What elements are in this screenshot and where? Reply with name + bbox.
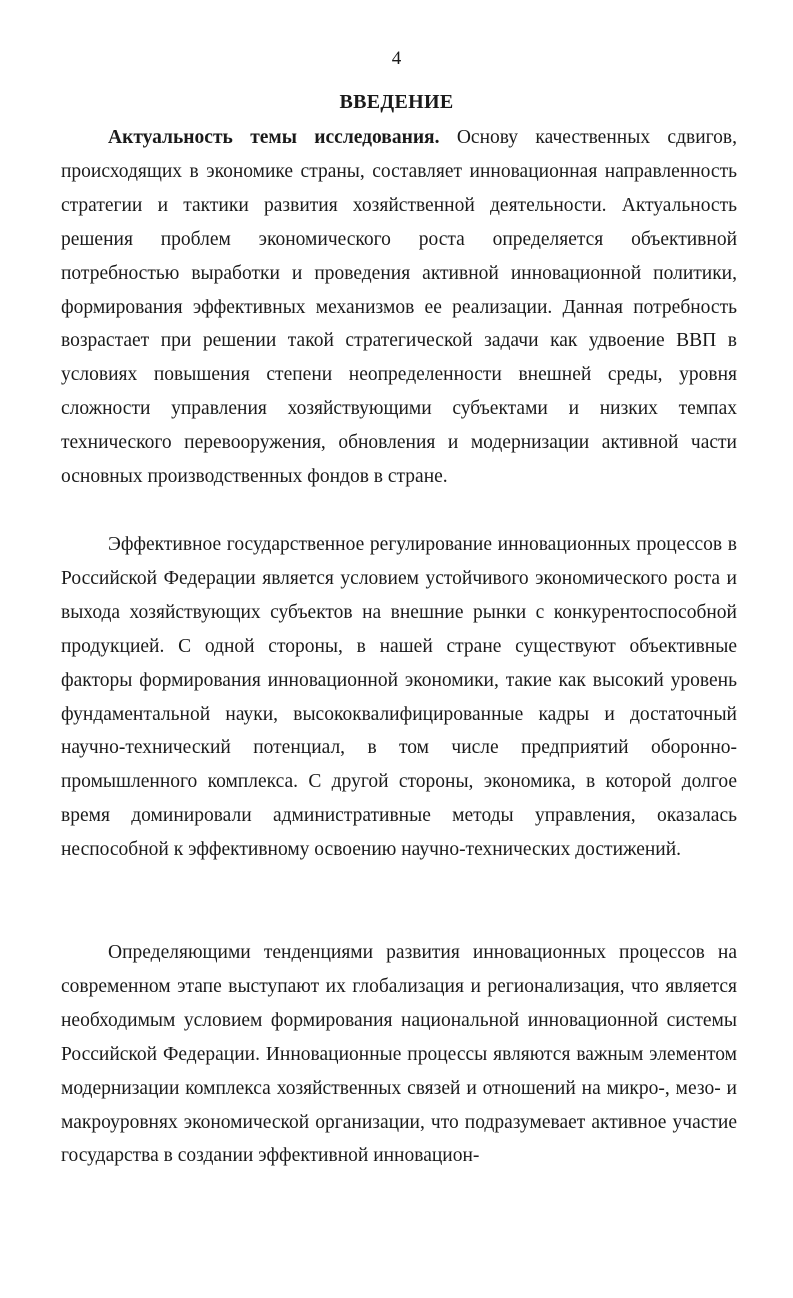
paragraph-state-regulation: Эффективное государственное регулирование инновационных процессов в Российской Федерации является условием устойчивого экономического роста и выхода хозяйствующих субъектов на внешние рынки с конкурентоспособной продукцией. С одной стороны, в нашей стране существуют объективные факторы формирования инновационной экономики, такие как высокий уровень фундаментальной науки, высококвалифицированные кадры и достаточный научно-технический потенциал, в том числе предприятий оборонно-промышленного комплекса. С другой стороны, экономика, в которой долгое время доминировали административные методы управления, оказалась неспособной к эффективному освоению научно-технических достижений. <box>61 534 737 861</box>
paragraph-relevance <box>61 121 737 494</box>
paragraph-lead: Актуальность темы исследования. <box>108 127 440 148</box>
section-heading: ВВЕДЕНИЕ <box>339 91 454 113</box>
page-number: 4 <box>391 48 402 69</box>
paragraph-text: Основу качественных сдвигов, происходящих в экономике страны, составляет инновационная направленность стратегии и тактики развития хозяйственной деятельности. Актуальность решения проблем экономического роста определяется объективной потребностью выработки и проведения активной инновационной политики, формирования эффективных механизмов ее реализации. Данная потребность возрастает при решении такой стратегической задачи как удвоение ВВП в условиях повышения степени неопределенности внешней среды, уровня сложности управления хозяйствующими субъектами и низких темпах технического перевооружения, обновления и модернизации активной части основных производственных фондов в стране. <box>61 127 737 488</box>
paragraph-trends: Определяющими тенденциями развития инновационных процессов на современном этапе выступают их глобализация и регионализация, что является необходимым условием формирования национальной инновационной системы Российской Федерации. Инновационные процессы являются важным элементом модернизации комплекса хозяйственных связей и отношений на микро-, мезо- и макроуровнях экономической организации, что подразумевает активное участие государства в создании эффективной инновацион- <box>61 942 737 1167</box>
